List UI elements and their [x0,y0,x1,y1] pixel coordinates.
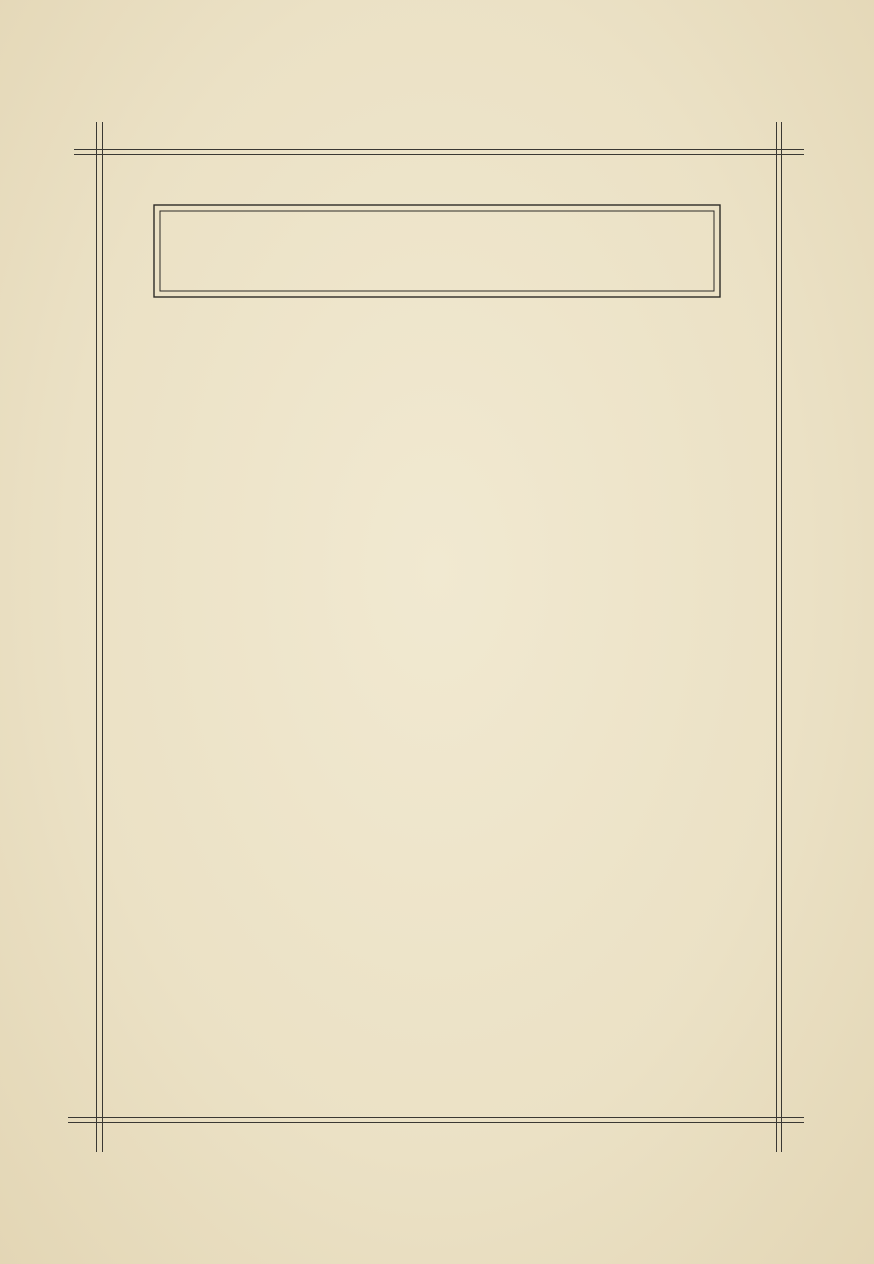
frame-top-line [74,149,804,150]
ornament-band-svg [152,203,722,299]
frame-top-line-inner [74,154,804,155]
frame-right-line [776,122,777,1152]
frame-left-line [96,122,97,1152]
frame-left-line-inner [102,122,103,1152]
frame-bottom-line-inner [68,1122,804,1123]
ornament-band [152,203,722,299]
frame-right-line-inner [781,122,782,1152]
frame-bottom-line [68,1117,804,1118]
